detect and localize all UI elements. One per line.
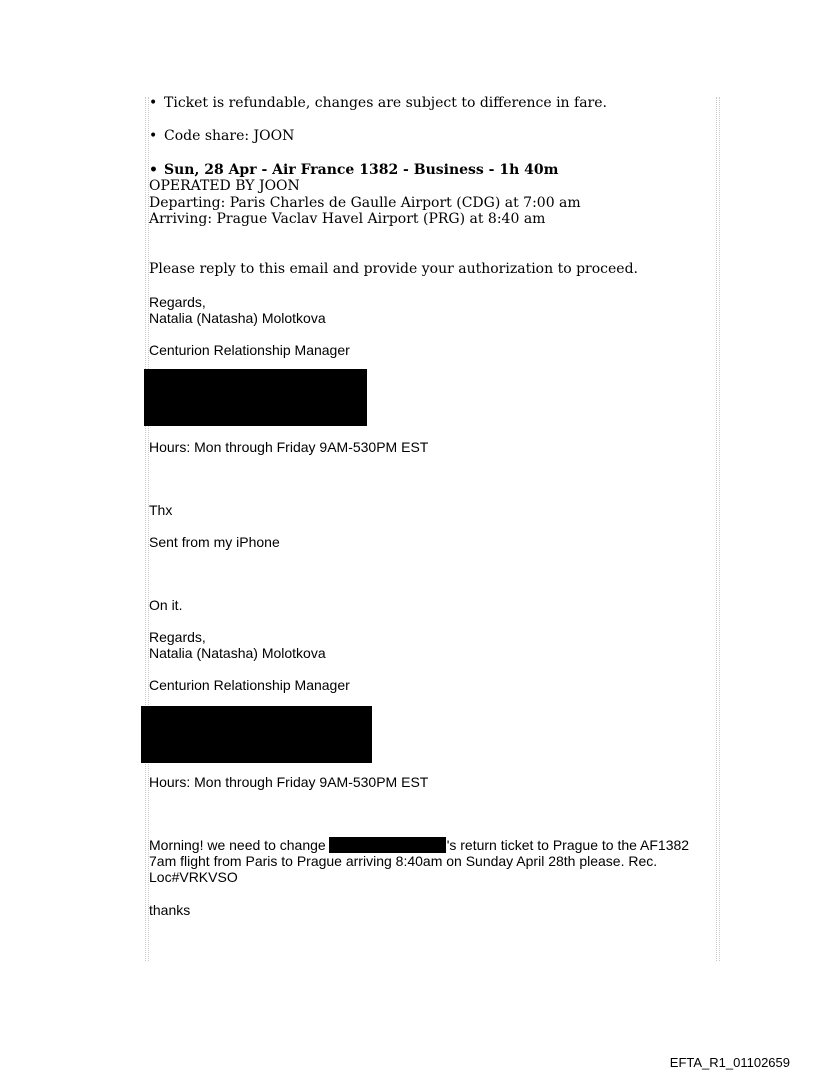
reply-thx: Thx (149, 502, 173, 518)
departing-info: Departing: Paris Charles de Gaulle Airport (CDG) at 7:00 am (149, 195, 581, 211)
reply-request: Please reply to this email and provide your authorization to proceed. (149, 261, 638, 277)
signature-name: Natalia (Natasha) Molotkova (149, 310, 326, 326)
redaction-block (144, 369, 367, 426)
redaction-block (141, 706, 372, 763)
signature-title: Centurion Relationship Manager (149, 342, 350, 358)
operated-by: OPERATED BY JOON (149, 178, 300, 194)
signature-regards: Regards, (149, 294, 206, 310)
signature-hours: Hours: Mon through Friday 9AM-530PM EST (149, 439, 429, 455)
request-thanks: thanks (149, 902, 191, 918)
signature-name: Natalia (Natasha) Molotkova (149, 645, 326, 661)
arriving-info: Arriving: Prague Vaclav Havel Airport (PRG) at 8:40 am (149, 211, 546, 227)
request-line-3: Loc#VRKVSO (149, 869, 238, 885)
refund-note: • Ticket is refundable, changes are subject to difference in fare. (149, 95, 607, 112)
signature-hours: Hours: Mon through Friday 9AM-530PM EST (149, 774, 429, 790)
code-share: • Code share: JOON (149, 128, 294, 145)
request-line-1 (149, 837, 689, 853)
signature-title: Centurion Relationship Manager (149, 677, 350, 693)
right-frame-border (716, 97, 720, 961)
signature-regards: Regards, (149, 629, 206, 645)
request-line-2: 7am flight from Paris to Prague arriving 8:40am on Sunday April 28th please. Rec. (149, 853, 658, 869)
document-id: EFTA_R1_01102659 (669, 1055, 790, 1070)
request-line-1-start: Morning! we need to change (149, 837, 326, 853)
reply-on-it: On it. (149, 597, 183, 613)
redaction-name (329, 837, 446, 853)
flight-segment-title: • Sun, 28 Apr - Air France 1382 - Business - 1h 40m (149, 162, 558, 179)
request-line-1-end: 's return ticket to Prague to the AF1382 (446, 837, 690, 853)
sent-from: Sent from my iPhone (149, 534, 280, 550)
